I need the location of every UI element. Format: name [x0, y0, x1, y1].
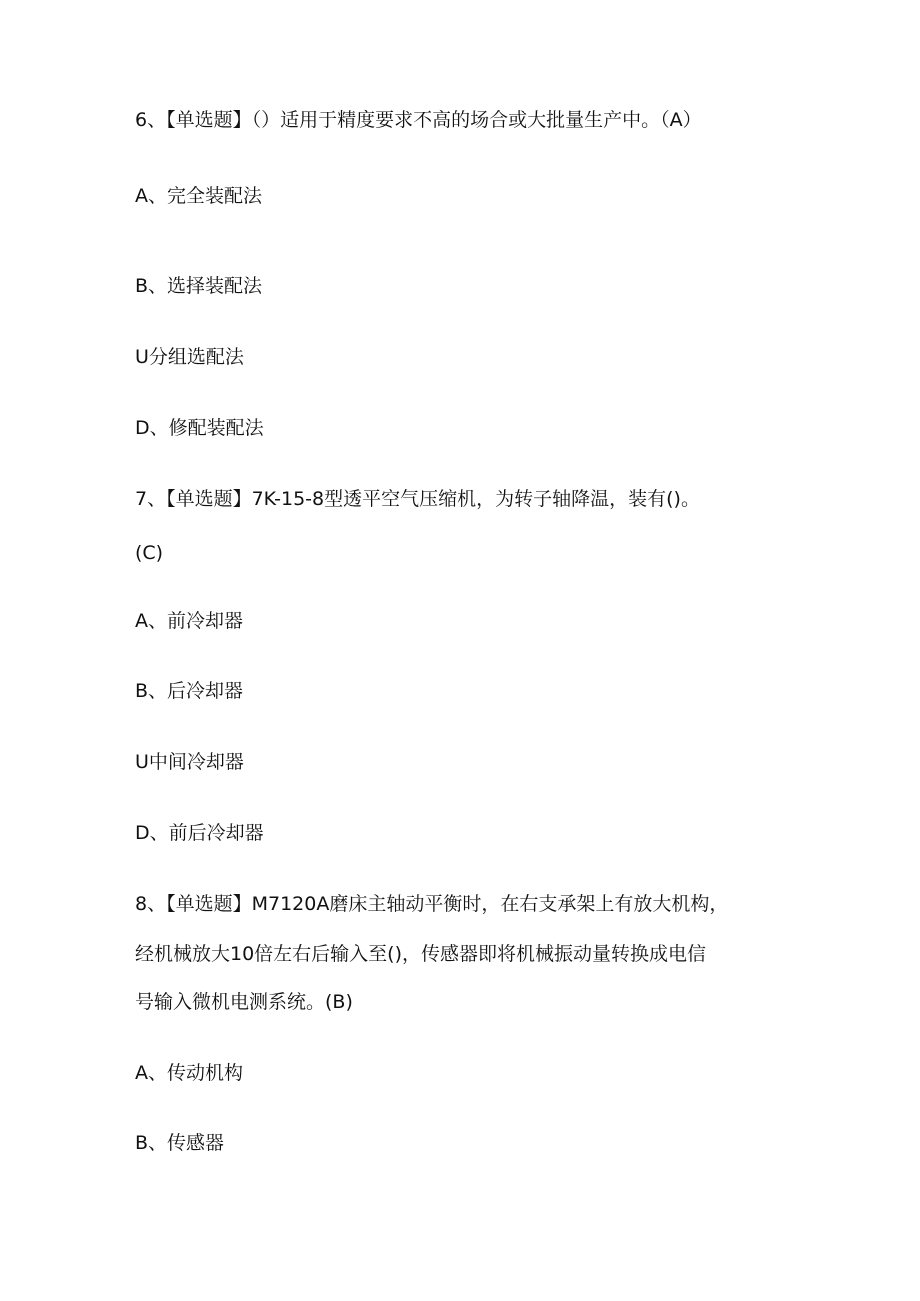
question-8-text-line-3: 号输入微机电测系统。(B) — [135, 991, 353, 1013]
question-7-text-line-2: (C) — [135, 542, 164, 564]
question-8-text-line-2: 经机械放大10倍左右后输入至()，传感器即将机械振动量转换成电信 — [135, 943, 707, 965]
question-8-option-b: B、传感器 — [135, 1132, 225, 1154]
question-6-option-a: A、完全装配法 — [135, 185, 262, 207]
question-7-option-a: A、前冷却器 — [135, 610, 243, 632]
question-6-text: 6、【单选题】（）适用于精度要求不高的场合或大批量生产中。（A） — [135, 109, 702, 131]
question-7-option-c: U中间冷却器 — [135, 751, 244, 773]
question-7-option-b: B、后冷却器 — [135, 680, 244, 702]
question-8-text-line-1: 8、【单选题】M7120A磨床主轴动平衡时，在右支承架上有放大机构， — [135, 893, 729, 915]
question-7-text-line-1: 7、【单选题】7K-15-8型透平空气压缩机，为转子轴降温，装有()。 — [135, 488, 700, 510]
question-8-option-a: A、传动机构 — [135, 1062, 243, 1084]
question-6-option-d: D、修配装配法 — [135, 417, 264, 439]
question-6-option-c: U分组选配法 — [135, 346, 244, 368]
question-7-option-d: D、前后冷却器 — [135, 822, 264, 844]
question-6-option-b: B、选择装配法 — [135, 275, 263, 297]
